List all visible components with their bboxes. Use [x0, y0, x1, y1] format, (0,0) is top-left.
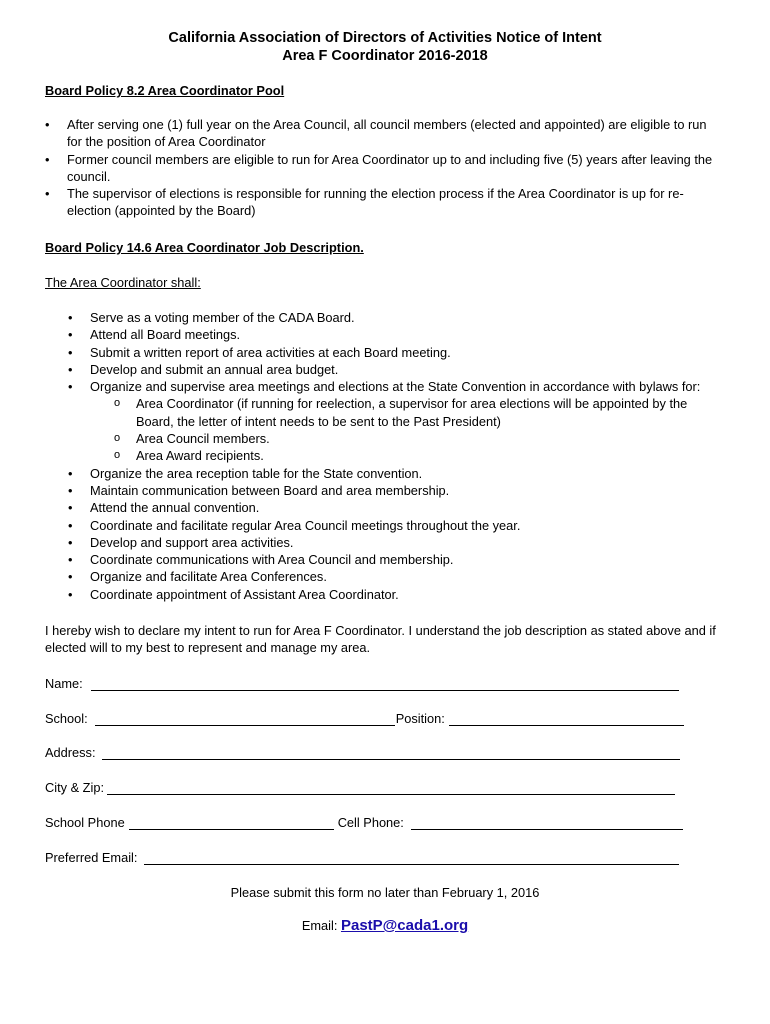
list-item: • Attend the annual convention.	[68, 500, 260, 516]
address-field[interactable]	[102, 745, 680, 760]
list-item: • Coordinate and facilitate regular Area Council meetings throughout the year.	[68, 517, 521, 533]
city-zip-row	[45, 780, 675, 795]
contact-email-line	[0, 917, 770, 934]
bullet-icon: •	[45, 117, 50, 132]
school-label: School:	[45, 711, 88, 726]
phone-row	[45, 815, 683, 830]
address-row	[45, 745, 680, 760]
cell-phone-field[interactable]	[411, 815, 683, 830]
bullet-icon: •	[68, 344, 73, 360]
bullet-icon: •	[45, 186, 50, 202]
preferred-email-field[interactable]	[144, 850, 679, 865]
school-phone-field[interactable]	[129, 815, 334, 830]
list-item: • Develop and support area activities.	[68, 534, 294, 550]
bullet-icon: •	[68, 534, 73, 550]
policy-8-2-heading: Board Policy 8.2 Area Coordinator Pool	[45, 83, 285, 98]
bullet-icon: •	[68, 310, 73, 325]
list-item: • Former council members are eligible to run for Area Coordinator up to and including five (5) years after leaving the council.	[45, 151, 713, 184]
list-item: • Submit a written report of area activities at each Board meeting.	[68, 344, 451, 360]
declaration-paragraph: I hereby wish to declare my intent to run for Area F Coordinator. I understand the job description as stated above and if elected will to my best to represent and manage my area.	[45, 623, 716, 656]
cell-phone-label: Cell Phone:	[337, 815, 404, 830]
job-description-intro: The Area Coordinator shall:	[45, 275, 201, 290]
sub-list-item: o Area Coordinator (if running for reelection, a supervisor for area elections will be appointed by the Board, the letter of intent needs to be sent to the Past President)	[114, 396, 688, 429]
circle-bullet-icon: o	[114, 397, 121, 410]
list-item: • Maintain communication between Board and area membership.	[68, 482, 450, 498]
preferred-email-label: Preferred Email:	[45, 850, 138, 865]
sub-list-item: o Area Award recipients.	[114, 448, 264, 464]
circle-bullet-icon: o	[114, 432, 121, 445]
email-label: Email:	[301, 918, 338, 933]
bullet-icon: •	[68, 482, 73, 498]
address-label: Address:	[45, 745, 96, 760]
list-item: • The supervisor of elections is responsible for running the election process if the Area Coordinator is up for re-election (appointed by the Board)	[45, 186, 684, 219]
bullet-icon: •	[68, 465, 73, 481]
bullet-icon: •	[68, 379, 73, 395]
list-item: • Attend all Board meetings.	[68, 327, 241, 343]
list-item: • Organize and facilitate Area Conferences.	[68, 569, 327, 585]
submission-deadline: Please submit this form no later than February 1, 2016	[230, 885, 540, 900]
name-row	[45, 676, 679, 691]
name-field[interactable]	[91, 676, 679, 691]
list-item: • Organize and supervise area meetings and elections at the State Convention in accordance with bylaws for: o Area Coordinator (if running for reelection, a supervisor for area elections will be appointed by the Board, the letter of intent needs to be sent to the Past President) o Area Council members. o Area Award recipients.	[90, 378, 710, 464]
list-item: • After serving one (1) full year on the Area Council, all council members (elected and appointed) are eligible to run for the position of Area Coordinator	[45, 117, 707, 150]
list-item: • Organize the area reception table for the State convention.	[68, 465, 423, 481]
list-item: • Develop and submit an annual area budget.	[68, 361, 339, 377]
email-link[interactable]: PastP@cada1.org	[340, 917, 469, 934]
city-zip-field[interactable]	[107, 780, 675, 795]
bullet-icon: •	[68, 552, 73, 568]
policy-8-2-list	[45, 116, 722, 220]
school-field[interactable]	[95, 711, 395, 726]
email-row	[45, 850, 679, 865]
position-label: Position:	[395, 711, 445, 726]
bullet-icon: •	[68, 586, 73, 602]
document-subtitle: Area F Coordinator 2016-2018	[282, 48, 488, 64]
school-phone-label: School Phone	[45, 815, 125, 830]
election-sub-list	[114, 395, 710, 464]
city-zip-label: City & Zip:	[45, 780, 105, 795]
job-duties-list	[68, 309, 710, 603]
bullet-icon: •	[68, 517, 73, 533]
bullet-icon: •	[68, 569, 73, 585]
bullet-icon: •	[68, 327, 73, 343]
position-field[interactable]	[449, 711, 684, 726]
policy-14-6-heading: Board Policy 14.6 Area Coordinator Job Description.	[45, 240, 364, 255]
school-row	[45, 711, 684, 726]
list-item: • Coordinate appointment of Assistant Area Coordinator.	[68, 586, 399, 602]
bullet-icon: •	[68, 500, 73, 516]
list-item: • Serve as a voting member of the CADA Board.	[68, 310, 355, 325]
list-item: • Coordinate communications with Area Council and membership.	[68, 552, 454, 568]
circle-bullet-icon: o	[114, 449, 121, 462]
bullet-icon: •	[45, 151, 50, 167]
name-label: Name:	[45, 676, 83, 691]
bullet-icon: •	[68, 361, 73, 377]
document-title: California Association of Directors of Activities Notice of Intent	[168, 30, 602, 46]
sub-list-item: o Area Council members.	[114, 431, 270, 447]
